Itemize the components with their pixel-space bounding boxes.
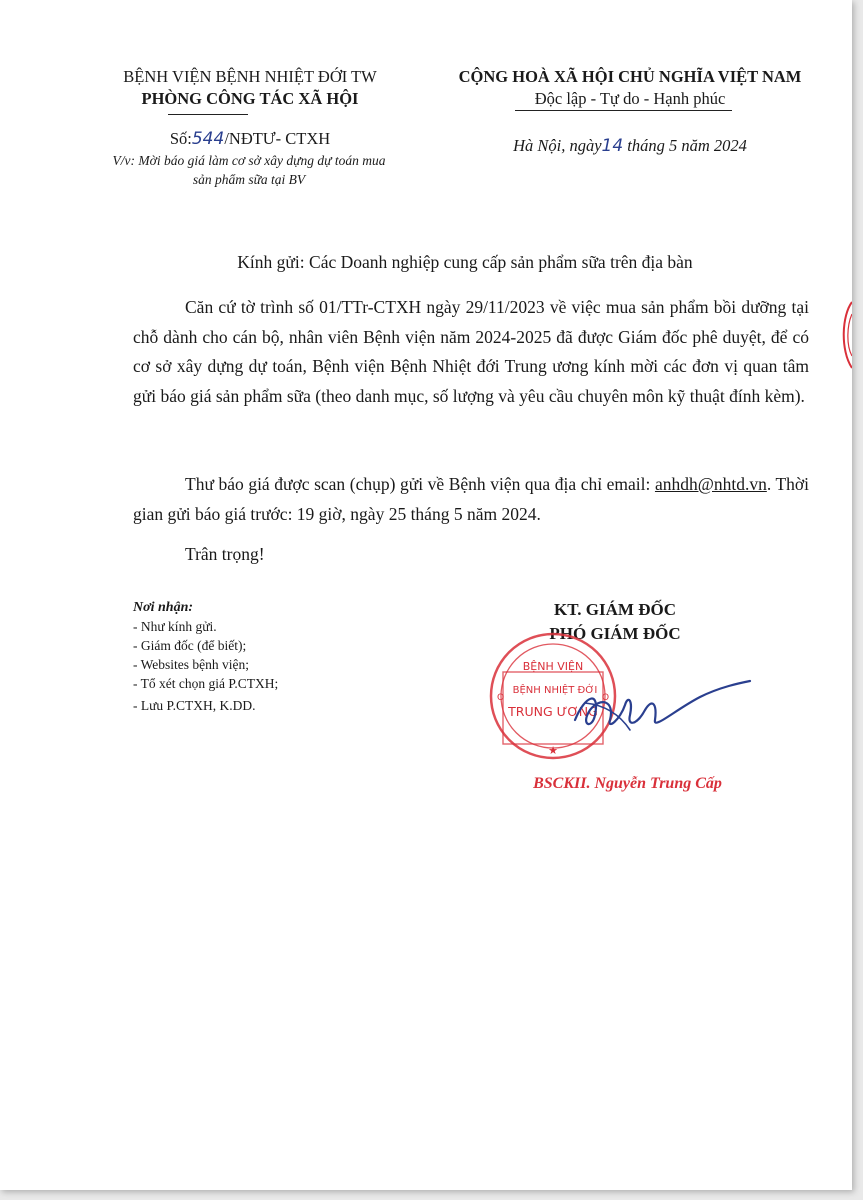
subject-line-2: sản phẩm sữa tại BV <box>192 172 306 187</box>
left-header <box>100 66 400 110</box>
salutation-label: Kính gửi: <box>237 252 305 272</box>
doc-no-suffix: /NĐTƯ- CTXH <box>224 129 331 148</box>
date-suffix: tháng 5 năm 2024 <box>627 136 747 155</box>
seal-line-1: BỆNH VIỆN <box>522 660 584 673</box>
handwritten-signature <box>565 675 765 745</box>
motto-underline <box>515 110 732 111</box>
body-paragraph-2 <box>133 470 809 529</box>
seal-dot-icon: O <box>602 693 610 703</box>
recipients-block <box>133 598 393 715</box>
subject <box>96 151 402 189</box>
date-prefix: Hà Nội, ngày <box>513 136 602 155</box>
org-parent: BỆNH VIỆN BỆNH NHIỆT ĐỚI TW <box>123 67 377 86</box>
salutation <box>100 250 830 274</box>
doc-no-handwritten: 544 <box>191 129 225 149</box>
org-unit-underline <box>168 114 248 115</box>
recipient-item: - Tổ xét chọn giá P.CTXH; <box>133 676 279 691</box>
signature-position: PHÓ GIÁM ĐỐC <box>549 624 681 643</box>
signature-authority: KT. GIÁM ĐỐC <box>554 600 676 619</box>
org-unit: PHÒNG CÔNG TÁC XÃ HỘI <box>141 89 359 108</box>
date-line <box>430 135 830 157</box>
body-paragraph-1: Căn cứ tờ trình số 01/TTr-CTXH ngày 29/11/2023 về việc mua sản phẩm bồi dưỡng tại chỗ dành cho cán bộ, nhân viên Bệnh viện năm 2024-2025 đã được Giám đốc phê duyệt, để có cơ sở xây dựng dự toán, Bệnh viện Bệnh Nhiệt đới Trung ương kính mời các đơn vị quan tâm gửi báo giá sản phẩm sữa (theo danh mục, số lượng và yêu cầu chuyên môn kỹ thuật đính kèm). <box>133 297 809 406</box>
document-number <box>100 128 400 150</box>
seal-line-3: TRUNG ƯƠNG <box>508 704 598 719</box>
salutation-text: Các Doanh nghiệp cung cấp sản phẩm sữa trên địa bàn <box>309 252 693 272</box>
recipient-item: - Như kính gửi. <box>133 619 217 634</box>
subject-line-1: V/v: Mời báo giá làm cơ sở xây dựng dự toán mua <box>112 153 386 168</box>
country-name: CỘNG HOÀ XÃ HỘI CHỦ NGHĨA VIỆT NAM <box>458 67 802 86</box>
paragraph-2-text: Thư báo giá được scan (chụp) gửi về Bệnh viện qua địa chỉ email: <box>185 474 651 494</box>
email-link[interactable]: anhdh@nhtd.vn <box>654 474 767 494</box>
edge-seal-fragment <box>840 300 852 370</box>
recipient-item: - Lưu P.CTXH, K.DD. <box>133 698 256 713</box>
motto: Độc lập - Tự do - Hạnh phúc <box>534 89 726 108</box>
closing: Trân trọng! <box>185 544 265 564</box>
doc-no-prefix: Số: <box>169 129 192 148</box>
recipients-title: Nơi nhận: <box>133 600 194 615</box>
recipient-item: - Websites bệnh viện; <box>133 657 250 672</box>
right-header <box>430 66 830 110</box>
date-day-handwritten: 14 <box>601 136 624 156</box>
seal-line-2: BỆNH NHIỆT ĐỚI <box>512 685 598 696</box>
seal-star-icon: ★ <box>548 744 558 757</box>
seal-dot-icon: O <box>497 693 505 703</box>
paragraph-2-deadline: . Thời gian gửi báo giá trước: 19 giờ, ngày 25 tháng 5 năm 2024. <box>133 474 810 524</box>
signer-name: BSCKII. Nguyễn Trung Cấp <box>533 775 722 792</box>
recipient-item: - Giám đốc (để biết); <box>133 638 247 653</box>
